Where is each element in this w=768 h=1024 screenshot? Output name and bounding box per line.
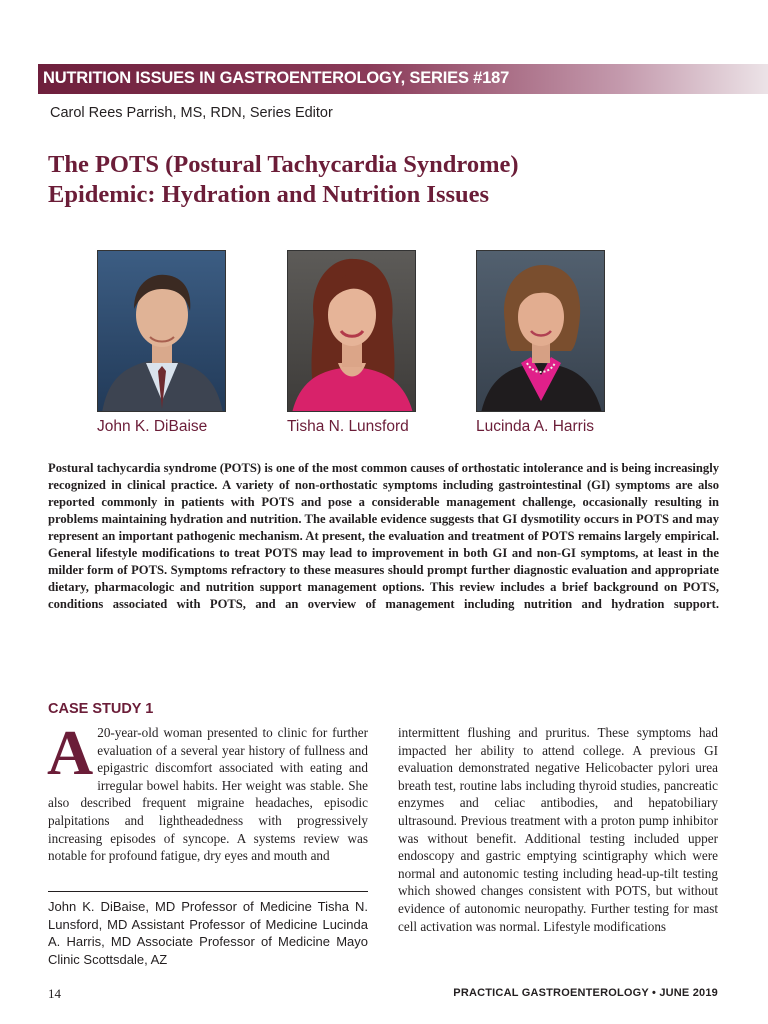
article-abstract: Postural tachycardia syndrome (POTS) is one of the most common causes of orthostatic intolerance and is being increasingly recognized in clinical practice. A variety of non-orthostatic symptoms including gastrointestinal (GI) symptoms are also reported commonly in patients with POTS and pose a considerable management challenge, occasionally resulting in problems maintaining hydration and nutrition. The available evidence suggests that GI dysmotility occurs in POTS and may represent an important pathogenic mechanism. At present, the evaluation and treatment of POTS remains largely empirical. General lifestyle modifications to treat POTS may lead to improvement in both GI and non-GI symptoms, at least in the milder form of POTS. Symptoms refractory to these measures should prompt further diagnostic evaluation and appropriate dietary, pharmacologic and nutrition support management options. This review includes a brief background on POTS, conditions associated with POTS, and an overview of management including nutrition and hydration support. [48,461,719,611]
article-title-line-1: The POTS (Postural Tachycardia Syndrome) [48,151,519,178]
author-photo-dibaise [97,250,226,412]
series-banner-text: NUTRITION ISSUES IN GASTROENTEROLOGY, SERIES #187 [43,69,510,87]
author-photo-lunsford [287,250,416,412]
article-title-line-2: Epidemic: Hydration and Nutrition Issues [48,181,490,208]
series-banner [38,64,768,94]
page-number: 14 [48,986,61,1001]
article-title [48,150,698,210]
case-study-left-column [47,717,368,865]
affiliation-divider [48,891,368,892]
author-affiliations: John K. DiBaise, MD Professor of Medicine Tisha N. Lunsford, MD Assistant Professor of Medicine Lucinda A. Harris, MD Associate Professor of Medicine Mayo Clinic Scottsdale, AZ [48,899,368,967]
author-name-dibaise: John K. DiBaise [97,418,208,435]
drop-cap: A [47,717,94,788]
journal-issue: PRACTICAL GASTROENTEROLOGY • JUNE 2019 [453,987,718,999]
case-study-heading: CASE STUDY 1 [48,701,154,717]
author-name-harris: Lucinda A. Harris [476,418,595,435]
case-study-left-text: 20-year-old woman presented to clinic for further evaluation of a several year history of fullness and epigastric discomfort associated with eating and irregular bowel habits. Her weight was stable. She also described frequent migraine headaches, episodic palpitations and lightheadedness with progressively increasing episodes of syncope. A systems review was notable for profound fatigue, dry eyes and mouth and [48,725,368,864]
case-study-right-column: intermittent flushing and pruritus. These symptoms had impacted her ability to attend college. A previous GI evaluation demonstrated negative Helicobacter pylori urea breath test, routine labs including thyroid studies, pancreatic enzymes and celiac antibodies, and hepatobiliary ultrasound. Previous treatment with a proton pump inhibitor was without benefit. Additional testing included upper endoscopy and gastric emptying scintigraphy which were normal and autonomic testing including head-up-tilt testing which showed changes consistent with POTS, but without evidence of autonomic neuropathy. Further testing for mast cell activation was normal. Lifestyle modifications [398,725,718,934]
author-photo-harris [476,250,605,412]
author-name-lunsford: Tisha N. Lunsford [287,418,409,435]
series-editor: Carol Rees Parrish, MS, RDN, Series Editor [50,105,333,121]
